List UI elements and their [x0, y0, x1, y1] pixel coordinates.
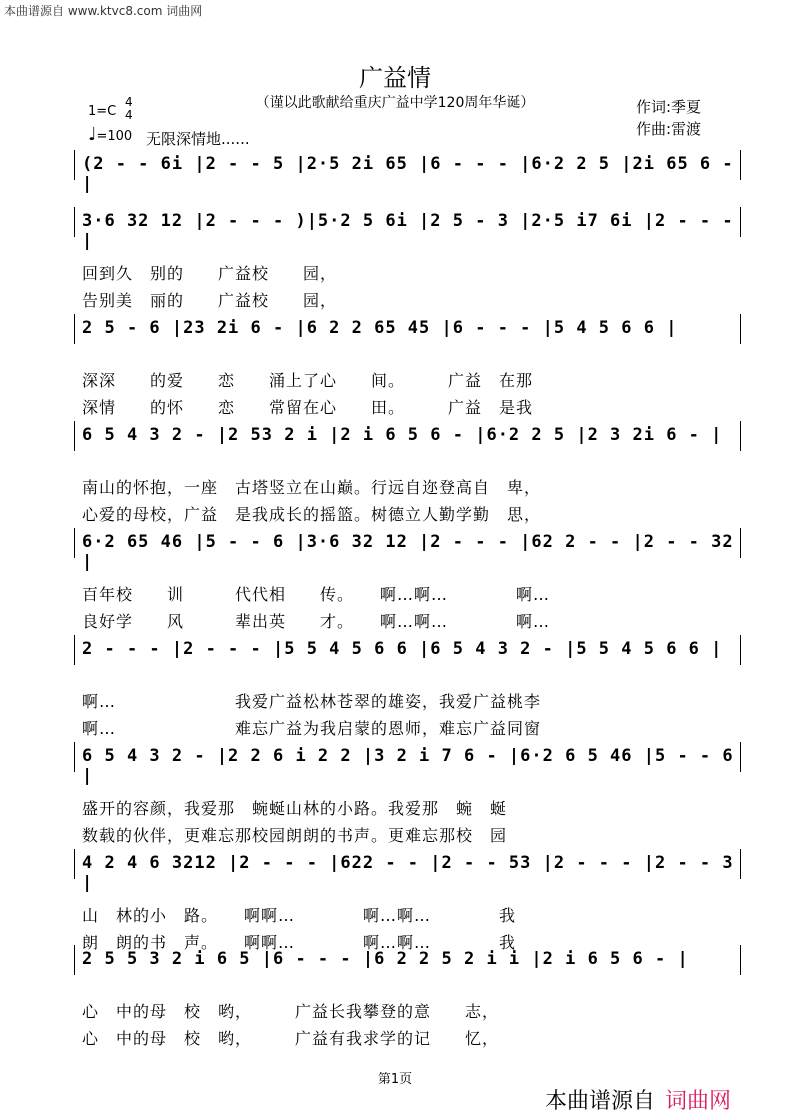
lyric-verse-2: 心 中的母 校 哟， 广益有我求学的记 忆， — [82, 1029, 500, 1048]
bar-line — [74, 150, 75, 180]
lyric-verse-1: 盛开的容颜，我爱那 蜿蜒山林的小路。我爱那 蜿 蜒 — [82, 799, 508, 818]
lyric-verse-2: 深情 的怀 恋 常留在心 田。 广益 是我 — [82, 398, 534, 417]
bar-line — [740, 635, 741, 665]
key-signature: 1=C — [88, 104, 117, 119]
score-row — [74, 742, 742, 786]
notation-line: 2 5 - 6 |23 2i 6 - |6 2 2 65 45 |6 - - - |5 4 5 6 6 | — [82, 318, 678, 338]
song-subtitle: （谨以此歌献给重庆广益中学120周年华诞） — [255, 95, 535, 111]
bar-line — [74, 421, 75, 451]
lyric-verse-1: 心 中的母 校 哟， 广益长我攀登的意 志， — [82, 1002, 500, 1021]
time-signature-bottom: 4 — [125, 108, 133, 122]
lyric-verse-2: 告别美 丽的 广益校 园， — [82, 291, 338, 310]
bar-line — [74, 945, 75, 975]
score-row — [74, 849, 742, 893]
score-row — [74, 150, 742, 194]
notation-line: 6 5 4 3 2 - |2 53 2 i |2 i 6 5 6 - |6·2 2 5 |2 3 2i 6 - | — [82, 425, 723, 445]
notation-line: (2 - - 6i |2 - - 5 |2·5 2i 65 |6 - - - |6·2 2 5 |2i 65 6 - | — [82, 154, 734, 194]
expression-marking: 无限深情地...... — [146, 130, 250, 148]
notation-line: 2 - - - |2 - - - |5 5 4 5 6 6 |6 5 4 3 2 - |5 5 4 5 6 6 | — [82, 639, 723, 659]
notation-line: 3·6 32 12 |2 - - - )|5·2 5 6i |2 5 - 3 |2·5 i7 6i |2 - - - | — [82, 211, 734, 251]
lyric-verse-2: 啊… 难忘广益为我启蒙的恩师，难忘广益同窗 — [82, 719, 542, 738]
brand-right-text: 词曲网 — [665, 1089, 732, 1114]
bar-line — [740, 150, 741, 180]
lyric-verse-2: 良好学 风 辈出英 才。 啊…啊… 啊… — [82, 612, 551, 631]
lyric-verse-1: 百年校 训 代代相 传。 啊…啊… 啊… — [82, 585, 551, 604]
brand-left-text: 本曲谱源自 — [545, 1089, 656, 1114]
notation-line: 4 2 4 6 3212 |2 - - - |622 - - |2 - - 53 |2 - - - |2 - - 3 | — [82, 853, 734, 893]
bar-line — [740, 742, 741, 772]
score-row — [74, 528, 742, 572]
tempo-value: =100 — [96, 129, 133, 144]
bar-line — [740, 314, 741, 344]
score-row — [74, 207, 742, 251]
lyric-verse-1: 啊… 我爱广益松林苍翠的雄姿，我爱广益桃李 — [82, 692, 542, 711]
score-row — [74, 945, 742, 971]
score-row — [74, 635, 742, 661]
bar-line — [74, 635, 75, 665]
time-signature — [125, 96, 133, 122]
lyric-verse-2: 心爱的母校，广益 是我成长的摇篮。树德立人勤学勤 思， — [82, 505, 542, 524]
time-signature-top: 4 — [125, 95, 133, 109]
song-title: 广益情 — [359, 64, 431, 92]
lyric-verse-1: 山 林的小 路。 啊啊… 啊…啊… 我 — [82, 906, 517, 925]
bar-line — [740, 849, 741, 879]
tempo-marking — [88, 124, 132, 145]
lyric-verse-1: 回到久 别的 广益校 园， — [82, 264, 338, 283]
lyric-verse-1: 深深 的爱 恋 涌上了心 间。 广益 在那 — [82, 371, 534, 390]
brand-footer — [545, 1084, 731, 1115]
top-watermark: 本曲谱源自 www.ktvc8.com 词曲网 — [4, 4, 203, 18]
lyric-verse-2: 数载的伙伴，更难忘那校园朗朗的书声。更难忘那校 园 — [82, 826, 508, 845]
quarter-note-icon: ♩ — [88, 124, 97, 145]
notation-line: 2 5 5 3 2 i 6 5 |6 - - - |6 2 2 5 2 i i |2 i 6 5 6 - | — [82, 949, 689, 969]
notation-line: 6 5 4 3 2 - |2 2 6 i 2 2 |3 2 i 7 6 - |6·2 6 5 46 |5 - - 6 | — [82, 746, 734, 786]
bar-line — [740, 207, 741, 237]
bar-line — [74, 314, 75, 344]
page-number: 第1页 — [377, 1072, 413, 1087]
bar-line — [740, 528, 741, 558]
lyricist-credit: 作词:季夏 — [636, 98, 702, 116]
score-row — [74, 421, 742, 447]
notation-line: 6·2 65 46 |5 - - 6 |3·6 32 12 |2 - - - |62 2 - - |2 - - 32 | — [82, 532, 734, 572]
composer-credit: 作曲:雷渡 — [636, 120, 702, 138]
bar-line — [740, 945, 741, 975]
bar-line — [74, 528, 75, 558]
lyric-verse-1: 南山的怀抱，一座 古塔竖立在山巅。行远自迩登高自 卑， — [82, 478, 542, 497]
lyric-verse-2: 朗 朗的书 声。 啊啊… 啊…啊… 我 — [82, 933, 517, 952]
bar-line — [74, 742, 75, 772]
bar-line — [74, 849, 75, 879]
bar-line — [740, 421, 741, 451]
bar-line — [74, 207, 75, 237]
score-row — [74, 314, 742, 340]
